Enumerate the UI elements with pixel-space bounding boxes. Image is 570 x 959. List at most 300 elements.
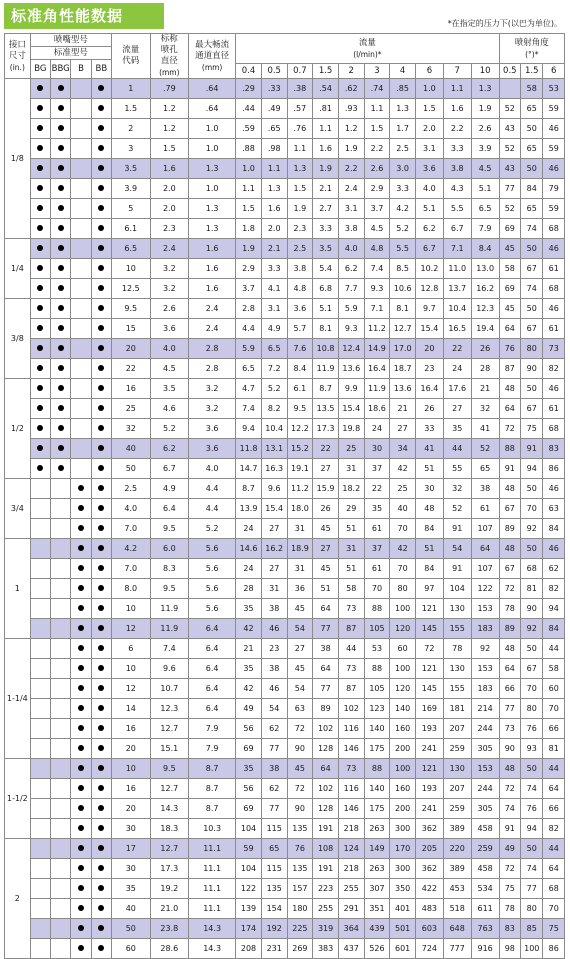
model-availability-cell — [30, 259, 50, 279]
available-dot-icon — [98, 145, 104, 151]
spray-angle-cell: 76 — [521, 719, 543, 739]
table-row — [5, 659, 565, 679]
model-availability-cell — [91, 199, 111, 219]
passage-cell: 5.6 — [189, 599, 236, 619]
available-dot-icon — [37, 425, 43, 431]
flow-value-cell: 13.6 — [390, 379, 416, 399]
available-dot-icon — [58, 325, 64, 331]
spray-angle-cell: 89 — [499, 619, 520, 639]
table-row — [5, 779, 565, 799]
flow-value-cell: 140 — [364, 779, 390, 799]
flow-pressure-header: 0.5 — [261, 64, 287, 79]
available-dot-icon — [37, 245, 43, 251]
model-availability-cell — [91, 419, 111, 439]
model-availability-cell — [30, 239, 50, 259]
inlet-size-cell: 1/8 — [5, 79, 31, 239]
flow-value-cell: 28 — [471, 359, 499, 379]
spray-angle-cell: 66 — [499, 679, 520, 699]
flow-value-cell: 422 — [415, 879, 443, 899]
flow-value-cell: 6.2 — [415, 219, 443, 239]
page-title: 标准角性能数据 — [4, 3, 164, 29]
spray-angle-cell: 50 — [521, 159, 543, 179]
orifice-cell: 4.0 — [150, 339, 189, 359]
flow-value-cell: 603 — [415, 919, 443, 939]
spray-angle-cell: 63 — [543, 499, 565, 519]
spray-angle-cell: 48 — [499, 759, 520, 779]
passage-cell: 1.6 — [189, 259, 236, 279]
model-availability-cell — [71, 179, 91, 199]
flow-code-cell: 1 — [112, 79, 151, 99]
passage-cell: 8.7 — [189, 799, 236, 819]
flow-value-cell: 8.1 — [313, 319, 339, 339]
model-availability-cell — [71, 279, 91, 299]
model-availability-cell — [71, 679, 91, 699]
flow-code-cell: 6.5 — [112, 239, 151, 259]
spray-angle-cell: 64 — [499, 399, 520, 419]
flow-value-cell: 5.9 — [236, 339, 262, 359]
flow-value-cell: 1.9 — [471, 99, 499, 119]
passage-cell: 3.6 — [189, 439, 236, 459]
model-availability-cell — [51, 579, 71, 599]
flow-code-cell: 10 — [112, 259, 151, 279]
model-availability-cell — [71, 359, 91, 379]
flow-value-cell: 4.2 — [390, 199, 416, 219]
model-availability-cell — [51, 839, 71, 859]
flow-value-cell: 8.7 — [313, 379, 339, 399]
available-dot-icon — [98, 585, 104, 591]
passage-cell: 11.1 — [189, 859, 236, 879]
orifice-cell: 18.3 — [150, 819, 189, 839]
flow-value-cell: 104 — [443, 579, 471, 599]
model-availability-cell — [51, 499, 71, 519]
flow-value-cell: 120 — [390, 679, 416, 699]
table-row — [5, 719, 565, 739]
flow-value-cell: 8.4 — [287, 359, 313, 379]
spray-angle-cell: 48 — [499, 379, 520, 399]
model-availability-cell — [91, 539, 111, 559]
spray-angle-cell: 88 — [499, 439, 520, 459]
model-availability-cell — [91, 639, 111, 659]
spray-angle-cell: 50 — [521, 539, 543, 559]
flow-value-cell: 8.4 — [471, 239, 499, 259]
spray-angle-cell: 68 — [521, 559, 543, 579]
model-availability-cell — [51, 779, 71, 799]
flow-value-cell: 88 — [364, 759, 390, 779]
model-availability-cell — [51, 139, 71, 159]
spray-angle-cell: 82 — [543, 359, 565, 379]
available-dot-icon — [58, 445, 64, 451]
table-row — [5, 579, 565, 599]
available-dot-icon — [98, 805, 104, 811]
model-availability-cell — [91, 819, 111, 839]
passage-cell: 3.2 — [189, 399, 236, 419]
spray-angle-cell: 94 — [543, 599, 565, 619]
flow-value-cell: 72 — [287, 779, 313, 799]
flow-value-cell: 2.1 — [313, 179, 339, 199]
available-dot-icon — [78, 505, 84, 511]
available-dot-icon — [98, 945, 104, 951]
model-availability-cell — [71, 899, 91, 919]
available-dot-icon — [98, 865, 104, 871]
available-dot-icon — [78, 845, 84, 851]
available-dot-icon — [98, 925, 104, 931]
spray-angle-cell: 70 — [543, 699, 565, 719]
flow-value-cell: 30 — [415, 479, 443, 499]
flow-value-cell: 170 — [390, 839, 416, 859]
flow-value-cell: 28 — [236, 579, 262, 599]
flow-value-cell: 130 — [443, 659, 471, 679]
spray-angle-cell: 45 — [499, 299, 520, 319]
model-availability-cell — [51, 419, 71, 439]
orifice-cell: 11.9 — [150, 619, 189, 639]
flow-value-cell: 2.6 — [471, 119, 499, 139]
model-availability-cell — [71, 819, 91, 839]
flow-value-cell: 153 — [471, 659, 499, 679]
flow-value-cell: 200 — [390, 799, 416, 819]
passage-cell: 5.6 — [189, 539, 236, 559]
spray-angle-cell: 75 — [499, 879, 520, 899]
spray-angle-cell: 69 — [499, 279, 520, 299]
model-availability-cell — [30, 539, 50, 559]
flow-value-cell: 92 — [471, 639, 499, 659]
flow-value-cell: 13.6 — [338, 359, 364, 379]
flow-value-cell: 124 — [338, 839, 364, 859]
flow-value-cell: 40 — [390, 499, 416, 519]
spray-angle-cell: 50 — [521, 119, 543, 139]
flow-pressure-header: 0.7 — [287, 64, 313, 79]
flow-value-cell: 130 — [443, 759, 471, 779]
flow-value-cell: 259 — [443, 799, 471, 819]
model-availability-cell — [91, 319, 111, 339]
spray-angle-cell: 62 — [543, 559, 565, 579]
model-availability-cell — [91, 739, 111, 759]
available-dot-icon — [98, 245, 104, 251]
model-availability-cell — [30, 799, 50, 819]
passage-cell: .64 — [189, 99, 236, 119]
available-dot-icon — [98, 125, 104, 131]
passage-cell: 5.6 — [189, 559, 236, 579]
flow-value-cell: 2.5 — [390, 139, 416, 159]
available-dot-icon — [98, 185, 104, 191]
flow-value-cell: 12.8 — [415, 279, 443, 299]
spray-angle-cell: 43 — [499, 159, 520, 179]
flow-value-cell: 6.8 — [313, 279, 339, 299]
available-dot-icon — [37, 445, 43, 451]
orifice-cell: 6.7 — [150, 459, 189, 479]
model-availability-cell — [71, 239, 91, 259]
flow-value-cell: 3.8 — [443, 159, 471, 179]
flow-value-cell: 1.6 — [261, 199, 287, 219]
table-row — [5, 439, 565, 459]
flow-value-cell: 3.3 — [261, 259, 287, 279]
model-availability-cell — [51, 759, 71, 779]
available-dot-icon — [98, 225, 104, 231]
model-availability-cell — [51, 439, 71, 459]
model-availability-cell — [30, 659, 50, 679]
passage-cell: 2.4 — [189, 319, 236, 339]
model-availability-cell — [71, 579, 91, 599]
spray-angle-cell: 92 — [521, 619, 543, 639]
flow-rate-header: 流量 (l/min)* — [236, 34, 499, 64]
flow-value-cell: 139 — [236, 899, 262, 919]
flow-value-cell: 31 — [287, 559, 313, 579]
flow-value-cell: 64 — [313, 659, 339, 679]
flow-value-cell: 31 — [338, 539, 364, 559]
flow-code-cell: 7.0 — [112, 519, 151, 539]
flow-value-cell: 51 — [415, 459, 443, 479]
available-dot-icon — [98, 785, 104, 791]
available-dot-icon — [37, 105, 43, 111]
flow-value-cell: 5.7 — [287, 319, 313, 339]
model-availability-cell — [30, 159, 50, 179]
spray-angle-cell: 64 — [499, 319, 520, 339]
orifice-cell: 19.2 — [150, 879, 189, 899]
flow-value-cell: 17.3 — [313, 419, 339, 439]
model-availability-cell — [51, 699, 71, 719]
flow-value-cell: 160 — [390, 779, 416, 799]
flow-code-cell: 2.5 — [112, 479, 151, 499]
flow-value-cell: 458 — [471, 859, 499, 879]
model-availability-cell — [71, 519, 91, 539]
orifice-diameter-header: 标称喷孔直径 (mm) — [150, 34, 189, 79]
flow-value-cell: .29 — [236, 79, 262, 99]
performance-table — [4, 33, 565, 959]
flow-value-cell: 207 — [443, 779, 471, 799]
model-availability-cell — [30, 639, 50, 659]
flow-value-cell: 255 — [338, 879, 364, 899]
orifice-cell: 11.9 — [150, 599, 189, 619]
available-dot-icon — [98, 445, 104, 451]
table-row — [5, 619, 565, 639]
flow-value-cell: 153 — [471, 599, 499, 619]
flow-value-cell: 383 — [313, 939, 339, 959]
spray-angle-cell: 77 — [521, 879, 543, 899]
available-dot-icon — [58, 385, 64, 391]
orifice-cell: 4.9 — [150, 479, 189, 499]
available-dot-icon — [98, 85, 104, 91]
model-availability-cell — [30, 579, 50, 599]
flow-value-cell: 5.5 — [390, 239, 416, 259]
flow-value-cell: 69 — [236, 799, 262, 819]
available-dot-icon — [37, 165, 43, 171]
flow-code-cell: 16 — [112, 719, 151, 739]
spray-angle-cell: 85 — [521, 919, 543, 939]
flow-value-cell: 220 — [443, 839, 471, 859]
available-dot-icon — [58, 145, 64, 151]
model-availability-cell — [30, 839, 50, 859]
model-availability-cell — [30, 399, 50, 419]
available-dot-icon — [78, 885, 84, 891]
flow-value-cell: 1.5 — [364, 119, 390, 139]
flow-value-cell: 27 — [390, 419, 416, 439]
orifice-cell: 17.3 — [150, 859, 189, 879]
flow-value-cell: 38 — [261, 599, 287, 619]
flow-value-cell: 11.2 — [287, 479, 313, 499]
flow-value-cell: 3.6 — [287, 299, 313, 319]
spray-angle-cell: 90 — [521, 359, 543, 379]
flow-code-cell: 17 — [112, 839, 151, 859]
flow-value-cell: 38 — [471, 479, 499, 499]
model-availability-cell — [91, 719, 111, 739]
flow-value-cell: 42 — [390, 539, 416, 559]
model-availability-cell — [51, 319, 71, 339]
flow-value-cell: 191 — [313, 819, 339, 839]
flow-value-cell: 11.2 — [364, 319, 390, 339]
flow-code-cell: 20 — [112, 339, 151, 359]
available-dot-icon — [98, 665, 104, 671]
model-availability-cell — [30, 279, 50, 299]
flow-value-cell: .38 — [287, 79, 313, 99]
flow-value-cell: 29 — [338, 499, 364, 519]
model-availability-cell — [91, 239, 111, 259]
orifice-cell: 1.2 — [150, 99, 189, 119]
model-availability-cell — [30, 919, 50, 939]
flow-value-cell: 611 — [471, 899, 499, 919]
spray-angle-cell: 92 — [521, 519, 543, 539]
model-availability-cell — [91, 879, 111, 899]
flow-value-cell: 80 — [390, 579, 416, 599]
flow-value-cell: 59 — [236, 839, 262, 859]
spray-angle-cell: 74 — [499, 799, 520, 819]
flow-value-cell: 12.2 — [287, 419, 313, 439]
flow-value-cell: 32 — [471, 399, 499, 419]
flow-value-cell: 5.1 — [471, 179, 499, 199]
available-dot-icon — [98, 425, 104, 431]
flow-value-cell: 269 — [287, 939, 313, 959]
flow-value-cell: 9.3 — [364, 279, 390, 299]
pressure-note: *在指定的压力下(以巴为单位)。 — [447, 19, 562, 28]
flow-value-cell: 175 — [364, 799, 390, 819]
flow-value-cell: 483 — [415, 899, 443, 919]
spray-angle-cell: 50 — [521, 839, 543, 859]
flow-value-cell: 5.1 — [313, 299, 339, 319]
passage-cell: .64 — [189, 79, 236, 99]
model-availability-cell — [91, 679, 111, 699]
model-availability-cell — [51, 819, 71, 839]
flow-value-cell: 77 — [261, 799, 287, 819]
flow-value-cell: 16.3 — [261, 459, 287, 479]
spray-angle-cell: 67 — [499, 559, 520, 579]
orifice-cell: 21.0 — [150, 899, 189, 919]
flow-value-cell: 65 — [261, 839, 287, 859]
model-availability-cell — [71, 699, 91, 719]
flow-value-cell: 38 — [261, 759, 287, 779]
flow-value-cell: 439 — [364, 919, 390, 939]
flow-value-cell: 26 — [313, 499, 339, 519]
flow-value-cell: 72 — [415, 639, 443, 659]
model-availability-cell — [71, 559, 91, 579]
flow-value-cell: 1.1 — [287, 139, 313, 159]
model-availability-cell — [30, 439, 50, 459]
model-availability-cell — [30, 299, 50, 319]
flow-value-cell: 154 — [261, 899, 287, 919]
table-row — [5, 259, 565, 279]
table-row — [5, 839, 565, 859]
table-row — [5, 219, 565, 239]
model-availability-cell — [30, 199, 50, 219]
flow-value-cell: 9.6 — [261, 479, 287, 499]
spray-angle-cell: 64 — [543, 779, 565, 799]
available-dot-icon — [37, 285, 43, 291]
flow-value-cell: 87 — [338, 619, 364, 639]
flow-value-cell: 7.7 — [338, 279, 364, 299]
orifice-cell: 4.6 — [150, 399, 189, 419]
flow-value-cell: 12.4 — [338, 339, 364, 359]
passage-cell: 1.0 — [189, 119, 236, 139]
passage-cell: 1.6 — [189, 239, 236, 259]
flow-value-cell: 77 — [313, 679, 339, 699]
spray-angle-cell: 68 — [543, 279, 565, 299]
passage-cell: 4.0 — [189, 459, 236, 479]
flow-value-cell: 27 — [261, 559, 287, 579]
model-type-bbg: BBG — [51, 60, 71, 79]
flow-value-cell: 15.2 — [287, 439, 313, 459]
flow-value-cell: 3.3 — [313, 219, 339, 239]
flow-value-cell: 121 — [415, 599, 443, 619]
flow-value-cell: 18.2 — [338, 479, 364, 499]
available-dot-icon — [78, 785, 84, 791]
flow-pressure-header: 4 — [390, 64, 416, 79]
spray-angle-cell: 81 — [543, 739, 565, 759]
flow-value-cell: 1.1 — [236, 179, 262, 199]
flow-value-cell: 27 — [313, 539, 339, 559]
flow-value-cell: 2.4 — [338, 179, 364, 199]
available-dot-icon — [78, 625, 84, 631]
available-dot-icon — [37, 185, 43, 191]
model-availability-cell — [91, 899, 111, 919]
flow-value-cell: 27 — [443, 399, 471, 419]
available-dot-icon — [98, 565, 104, 571]
flow-value-cell: 4.8 — [364, 239, 390, 259]
spray-angle-cell: 98 — [499, 939, 520, 959]
available-dot-icon — [98, 305, 104, 311]
flow-value-cell: 77 — [313, 619, 339, 639]
flow-value-cell: 41 — [415, 439, 443, 459]
flow-value-cell: 11.9 — [313, 359, 339, 379]
spray-angle-cell: 48 — [499, 639, 520, 659]
model-availability-cell — [91, 759, 111, 779]
inlet-size-cell: 1-1/4 — [5, 639, 31, 759]
table-row — [5, 919, 565, 939]
flow-value-cell: 73 — [338, 759, 364, 779]
passage-cell: 3.2 — [189, 379, 236, 399]
flow-value-cell: 7.2 — [261, 359, 287, 379]
passage-cell: 1.3 — [189, 219, 236, 239]
spray-angle-cell: 50 — [521, 639, 543, 659]
table-row — [5, 639, 565, 659]
available-dot-icon — [37, 305, 43, 311]
available-dot-icon — [37, 465, 43, 471]
model-availability-cell — [71, 659, 91, 679]
flow-value-cell: 25 — [390, 479, 416, 499]
passage-cell: 4.4 — [189, 479, 236, 499]
flow-value-cell: 26 — [471, 339, 499, 359]
flow-value-cell: 87 — [338, 679, 364, 699]
orifice-cell: 2.4 — [150, 239, 189, 259]
angle-pressure-header: 0.5 — [499, 64, 520, 79]
available-dot-icon — [58, 285, 64, 291]
flow-value-cell: 14.6 — [236, 539, 262, 559]
spray-angle-cell: 64 — [543, 859, 565, 879]
model-availability-cell — [91, 119, 111, 139]
model-availability-cell — [51, 539, 71, 559]
flow-value-cell: 225 — [287, 919, 313, 939]
passage-cell: 3.6 — [189, 419, 236, 439]
flow-value-cell: 1.6 — [443, 99, 471, 119]
spray-angle-cell: 93 — [521, 739, 543, 759]
model-availability-cell — [51, 459, 71, 479]
model-availability-cell — [51, 939, 71, 959]
